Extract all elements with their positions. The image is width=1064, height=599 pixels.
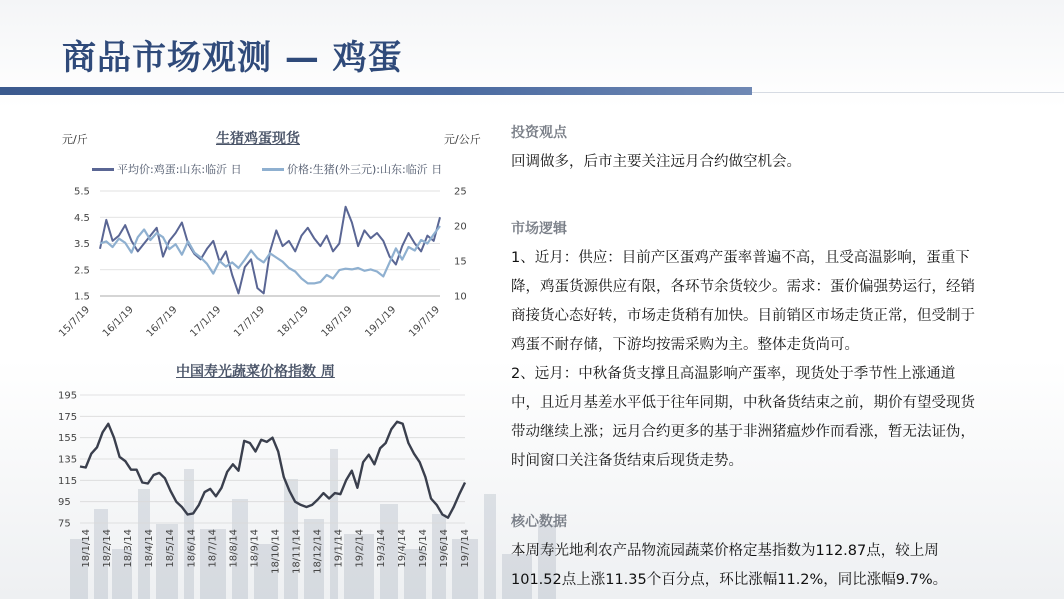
chart1-right-unit: 元/公斤 (444, 133, 481, 146)
x-tick-label: 15/7/19 (57, 304, 93, 340)
section-body-logic-near: 1、近月：供应：目前产区蛋鸡产蛋率普遍不高，且受高温影响，蛋重下降，鸡蛋货源供应有限，各环节余货较少。需求：蛋价偏强势运行，经销商接货心态好转，市场走货稍有加快。目前销区市场走货正常，但受制于鸡蛋不耐存储，下游均按需采购为主。整体走货尚可。 (511, 250, 975, 353)
left-y-tick-label: 2.5 (74, 265, 90, 277)
section-body-view: 回调做多，后市主要关注远月合约做空机会。 (511, 154, 801, 170)
x-tick-label: 19/7/19 (407, 304, 443, 340)
legend-label-pig: 价格:生猪(外三元):山东:临沂 日 (287, 163, 443, 176)
x-tick-label: 17/1/19 (188, 304, 224, 340)
x-tick-label: 19/3/14 (375, 529, 387, 568)
chart1-left-unit: 元/斤 (62, 133, 88, 146)
x-tick-label: 18/10/14 (270, 529, 282, 574)
section-heading-view: 投资观点 (511, 125, 567, 141)
left-y-tick-label: 4.5 (74, 212, 90, 224)
egg-pig-spot-chart (50, 180, 480, 345)
right-y-tick-label: 15 (454, 256, 467, 268)
right-y-tick-label: 20 (454, 221, 467, 233)
series-line-vegetable-index (80, 422, 465, 518)
x-tick-label: 18/5/14 (165, 529, 177, 568)
vegetable-index-chart (50, 385, 480, 590)
x-tick-label: 16/7/19 (144, 304, 180, 340)
x-tick-label: 19/1/19 (363, 304, 399, 340)
title-divider-line (752, 92, 1064, 93)
left-y-tick-label: 1.5 (74, 291, 90, 303)
x-tick-label: 18/6/14 (186, 529, 198, 568)
x-tick-label: 19/2/14 (354, 529, 366, 568)
x-tick-label: 18/11/14 (291, 529, 303, 574)
y-tick-label: 75 (58, 518, 71, 530)
x-tick-label: 19/7/14 (460, 529, 471, 568)
left-y-tick-label: 3.5 (74, 239, 90, 250)
y-tick-label: 155 (58, 433, 78, 445)
legend-label-egg: 平均价:鸡蛋:山东:临沂 日 (117, 163, 242, 176)
chart2-title: 中国寿光蔬菜价格指数 周 (176, 364, 335, 380)
y-tick-label: 175 (58, 411, 78, 423)
section-heading-logic: 市场逻辑 (511, 221, 567, 237)
chart1-legend-series1 (92, 161, 242, 177)
right-y-tick-label: 25 (454, 186, 467, 198)
x-tick-label: 18/7/19 (319, 304, 355, 340)
x-tick-label: 17/7/19 (232, 304, 268, 340)
x-tick-label: 18/3/14 (123, 529, 135, 568)
page-title: 商品市场观测 — 鸡蛋 (62, 38, 403, 78)
x-tick-label: 19/5/14 (417, 529, 429, 568)
y-tick-label: 115 (58, 475, 78, 487)
legend-swatch-egg (92, 168, 114, 171)
x-tick-label: 19/6/14 (438, 529, 450, 568)
section-body-logic-far: 2、远月：中秋备货支撑且高温影响产蛋率，现货处于季节性上涨通道中，且近月基差水平低于往年同期，中秋备货结束之前，期价有望受现货带动继续上涨；远月合约更多的基于非洲猪瘟炒作而看涨，暂无法证伪，时间窗口关注备货结束后现货走势。 (511, 366, 975, 469)
x-tick-label: 18/9/14 (249, 529, 261, 568)
x-tick-label: 18/1/14 (81, 529, 92, 568)
left-y-tick-label: 5.5 (74, 186, 90, 198)
x-tick-label: 18/1/19 (275, 304, 311, 340)
section-heading-data: 核心数据 (511, 514, 567, 530)
x-tick-label: 18/4/14 (144, 529, 156, 568)
x-tick-label: 19/4/14 (396, 529, 408, 568)
title-underline-bar (0, 87, 752, 95)
x-tick-label: 19/1/14 (333, 529, 345, 568)
x-tick-label: 18/2/14 (102, 529, 114, 568)
x-tick-label: 18/8/14 (228, 529, 240, 568)
series-line-egg (100, 207, 440, 294)
x-tick-label: 18/7/14 (207, 529, 219, 568)
y-tick-label: 135 (58, 454, 78, 466)
y-tick-label: 95 (58, 497, 71, 509)
chart1-title: 生猪鸡蛋现货 (216, 131, 300, 147)
section-body-data: 本周寿光地利农产品物流园蔬菜价格定基指数为112.87点，较上周101.52点上涨11.35个百分点，环比涨幅11.2%，同比涨幅9.7%。 (511, 543, 948, 588)
right-y-tick-label: 10 (454, 291, 467, 303)
legend-swatch-pig (262, 168, 284, 171)
y-tick-label: 195 (58, 390, 78, 402)
chart1-legend-series2 (262, 161, 442, 177)
x-tick-label: 18/12/14 (312, 529, 324, 574)
x-tick-label: 16/1/19 (100, 304, 136, 340)
